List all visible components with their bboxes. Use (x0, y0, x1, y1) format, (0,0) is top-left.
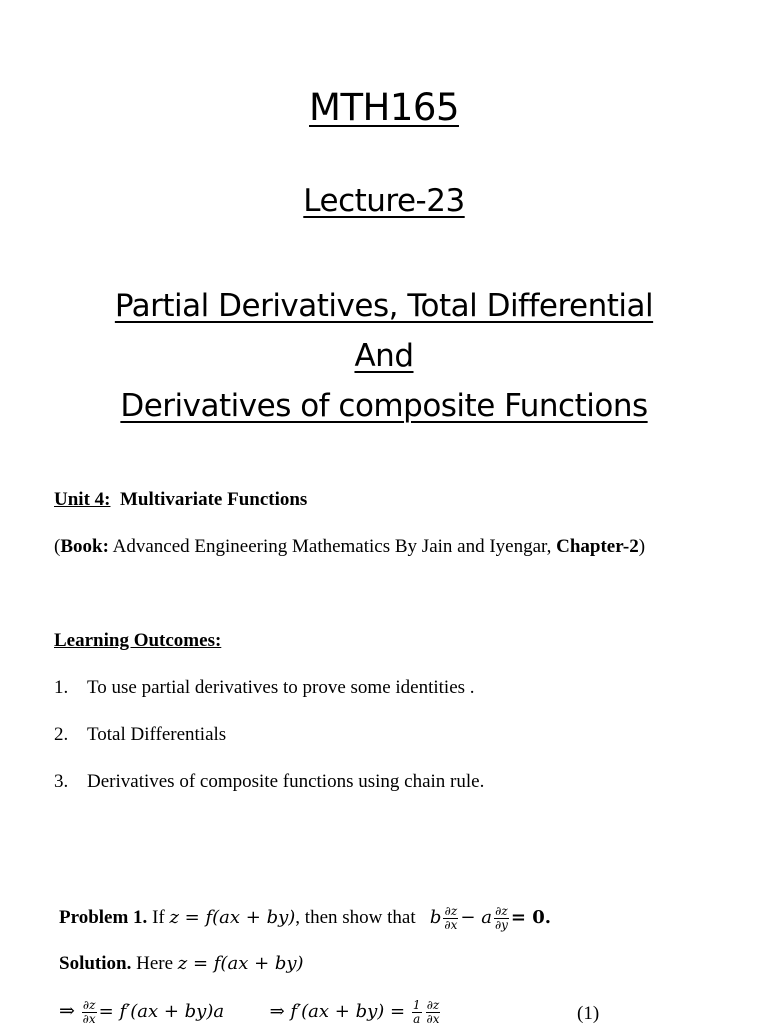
unit-label: Unit 4: (54, 489, 111, 510)
lecture-topic (0, 281, 768, 431)
topic-line-1: Partial Derivatives, Total Differential (114, 288, 654, 324)
partial-fraction (426, 999, 441, 1026)
frac-numerator: 1 (412, 998, 421, 1013)
fraction-one (412, 999, 422, 1026)
book-reference (54, 536, 645, 558)
unit-line (54, 489, 307, 511)
outcome-text: Derivatives of composite functions using chain rule. (87, 771, 485, 792)
outcome-item (54, 771, 484, 793)
book-chapter: Chapter-2 (556, 536, 639, 557)
outcome-number: 2. (54, 724, 69, 745)
book-label: Book: (60, 536, 109, 557)
frac-denominator: ∂x (82, 1012, 96, 1026)
equation-tag: (1) (577, 1003, 600, 1024)
course-code: MTH165 (309, 86, 459, 129)
outcome-item (54, 724, 226, 746)
outcome-text: To use partial derivatives to prove some identities . (87, 677, 475, 698)
frac-denominator: ∂x (444, 918, 458, 933)
frac-numerator: ∂z (426, 998, 440, 1013)
book-title: Advanced Engineering Mathematics By Jain and Iyengar, (108, 536, 557, 557)
paren-open: ( (54, 536, 61, 557)
topic-line-3: Derivatives of composite Functions (120, 388, 648, 424)
step-equation: = f′(ax + by)a (98, 1001, 225, 1022)
frac-denominator: ∂y (494, 918, 508, 933)
partial-fraction (494, 905, 509, 932)
frac-numerator: ∂z (495, 904, 508, 919)
topic-line-2: And (354, 338, 414, 374)
paren-close: ) (638, 536, 646, 557)
partial-fraction (443, 905, 458, 932)
solution-step (59, 998, 442, 1026)
frac-numerator: ∂z (82, 998, 96, 1013)
identity-term: b (429, 907, 442, 928)
solution-line (59, 953, 304, 975)
problem-label: Problem 1. (59, 907, 148, 928)
outcome-text: Total Differentials (87, 724, 227, 745)
learning-outcomes-heading: Learning Outcomes: (54, 630, 222, 651)
frac-denominator: a (413, 1012, 421, 1026)
identity-rhs: = 0. (510, 907, 552, 928)
problem-text: If (147, 907, 170, 928)
lecture-number: Lecture-23 (303, 183, 465, 219)
problem-equation: z = f(ax + by) (169, 907, 296, 928)
solution-text: Here (131, 953, 178, 974)
identity-term: − a (460, 907, 492, 928)
step-equation: ⇒ f′(ax + by) = (269, 1001, 406, 1022)
outcome-item (54, 677, 475, 699)
problem-statement (59, 904, 551, 932)
unit-name: Multivariate Functions (119, 489, 308, 510)
solution-equation: z = f(ax + by) (177, 953, 304, 974)
implies-arrow: ⇒ (59, 1001, 75, 1022)
frac-numerator: ∂z (444, 904, 458, 919)
outcome-number: 3. (54, 771, 69, 792)
problem-text: , then show that (295, 907, 416, 928)
outcome-number: 1. (54, 677, 69, 698)
solution-label: Solution. (59, 953, 132, 974)
partial-fraction (82, 999, 97, 1026)
frac-denominator: ∂x (426, 1012, 440, 1026)
